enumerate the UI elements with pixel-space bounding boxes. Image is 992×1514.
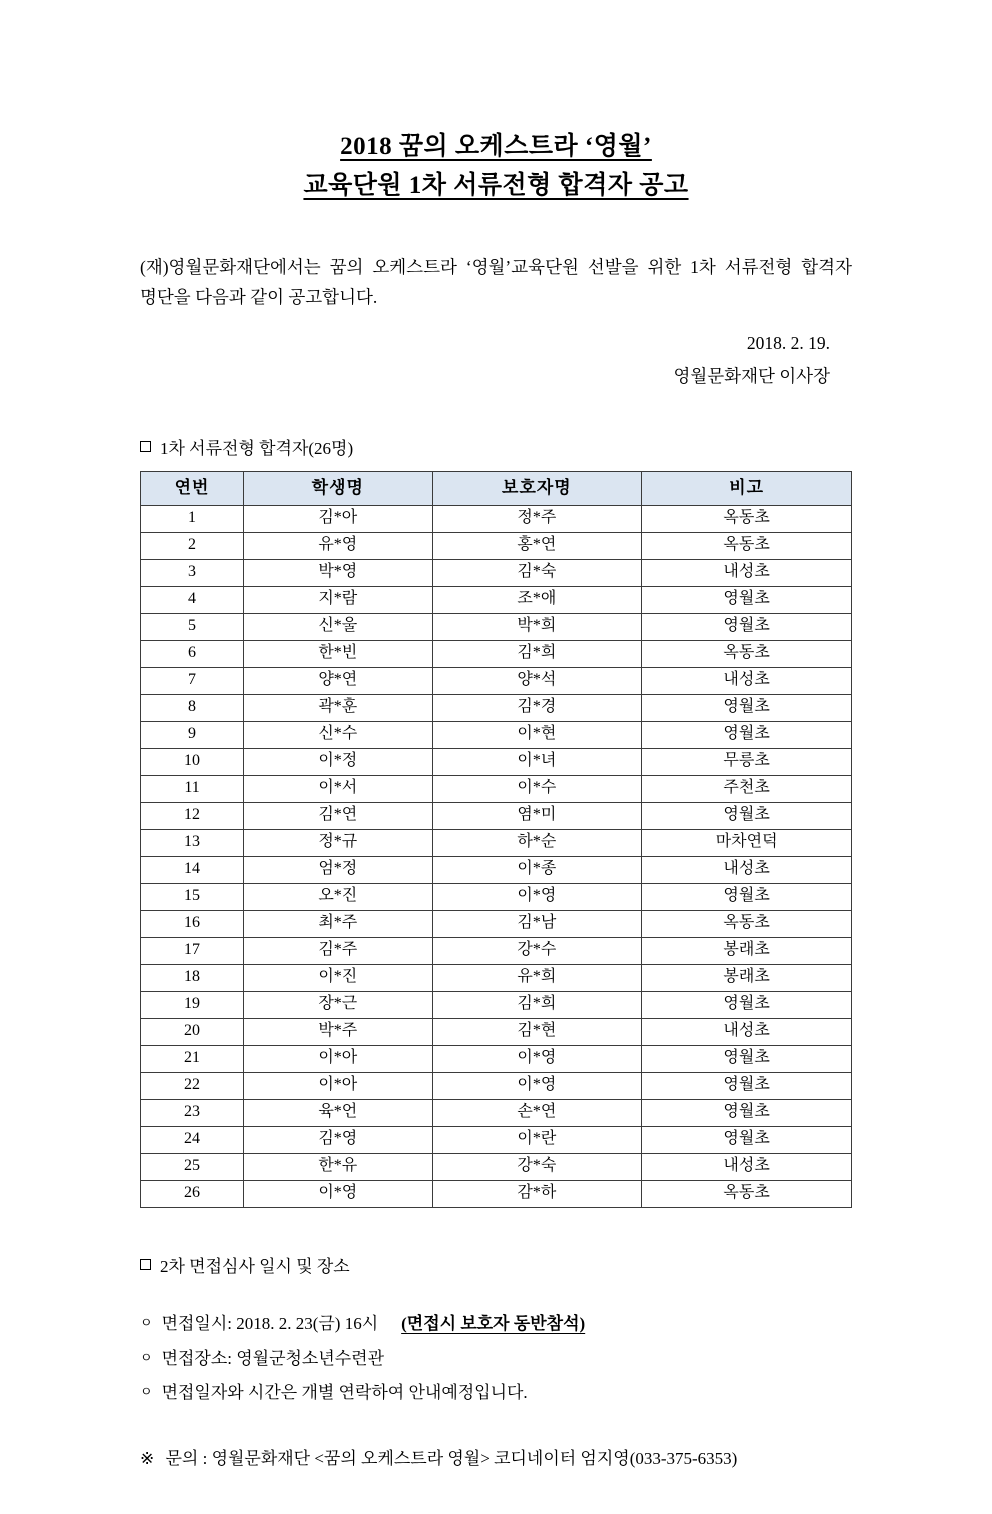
cell-no: 9	[141, 721, 244, 748]
cell-student: 이*정	[244, 748, 432, 775]
cell-no: 6	[141, 640, 244, 667]
document-title	[140, 128, 852, 206]
section-heading-passers-label: 1차 서류전형 합격자(26명)	[160, 438, 354, 458]
cell-note: 영월초	[642, 586, 852, 613]
cell-guardian: 유*희	[432, 964, 642, 991]
cell-note: 영월초	[642, 883, 852, 910]
cell-note: 봉래초	[642, 937, 852, 964]
cell-note: 옥동초	[642, 910, 852, 937]
cell-no: 10	[141, 748, 244, 775]
title-line-2: 교육단원 1차 서류전형 합격자 공고	[303, 171, 689, 199]
cell-note: 영월초	[642, 613, 852, 640]
cell-no: 18	[141, 964, 244, 991]
note-item-notice	[140, 1376, 852, 1411]
table-row	[141, 667, 852, 694]
cell-no: 26	[141, 1180, 244, 1207]
cell-no: 17	[141, 937, 244, 964]
cell-no: 22	[141, 1072, 244, 1099]
table-row	[141, 613, 852, 640]
note-place-text: 면접장소: 영월군청소년수련관	[161, 1348, 385, 1368]
table-row	[141, 1180, 852, 1207]
note-item-place	[140, 1342, 852, 1377]
cell-no: 1	[141, 505, 244, 532]
cell-student: 유*영	[244, 532, 432, 559]
cell-guardian: 하*순	[432, 829, 642, 856]
contact-text: 문의 : 영월문화재단 <꿈의 오케스트라 영월> 코디네이터 엄지영(033-375-6353)	[165, 1449, 738, 1469]
cell-no: 23	[141, 1099, 244, 1126]
table-row	[141, 586, 852, 613]
cell-note: 내성초	[642, 1153, 852, 1180]
cell-guardian: 조*애	[432, 586, 642, 613]
cell-note: 내성초	[642, 1018, 852, 1045]
cell-student: 엄*정	[244, 856, 432, 883]
table-row	[141, 937, 852, 964]
cell-note: 내성초	[642, 856, 852, 883]
column-header-no: 연번	[141, 471, 244, 505]
table-body	[141, 505, 852, 1207]
cell-no: 11	[141, 775, 244, 802]
cell-student: 김*아	[244, 505, 432, 532]
table-row	[141, 532, 852, 559]
cell-student: 육*언	[244, 1099, 432, 1126]
cell-student: 신*울	[244, 613, 432, 640]
cell-no: 8	[141, 694, 244, 721]
table-row	[141, 829, 852, 856]
cell-student: 이*진	[244, 964, 432, 991]
cell-no: 3	[141, 559, 244, 586]
cell-note: 내성초	[642, 559, 852, 586]
cell-guardian: 이*종	[432, 856, 642, 883]
cell-note: 옥동초	[642, 532, 852, 559]
cell-no: 15	[141, 883, 244, 910]
cell-student: 이*아	[244, 1045, 432, 1072]
cell-note: 영월초	[642, 991, 852, 1018]
cell-student: 한*빈	[244, 640, 432, 667]
table-row	[141, 748, 852, 775]
cell-guardian: 김*희	[432, 640, 642, 667]
cell-guardian: 양*석	[432, 667, 642, 694]
table-row	[141, 964, 852, 991]
cell-note: 영월초	[642, 1099, 852, 1126]
table-row	[141, 559, 852, 586]
circle-bullet-icon: ㅇ	[140, 1349, 153, 1365]
cell-guardian: 박*희	[432, 613, 642, 640]
table-row	[141, 1018, 852, 1045]
square-bullet-icon	[140, 441, 151, 452]
table-row	[141, 1126, 852, 1153]
cell-student: 지*람	[244, 586, 432, 613]
cell-student: 정*규	[244, 829, 432, 856]
cell-guardian: 이*영	[432, 1072, 642, 1099]
table-row	[141, 1153, 852, 1180]
cell-student: 오*진	[244, 883, 432, 910]
table-row	[141, 721, 852, 748]
contact-line	[140, 1445, 852, 1474]
cell-student: 신*수	[244, 721, 432, 748]
cell-note: 옥동초	[642, 640, 852, 667]
circle-bullet-icon: ㅇ	[140, 1314, 153, 1330]
note-date-emphasis: (면접시 보호자 동반참석)	[401, 1313, 586, 1333]
cell-no: 21	[141, 1045, 244, 1072]
cell-no: 13	[141, 829, 244, 856]
cell-note: 영월초	[642, 802, 852, 829]
table-row	[141, 883, 852, 910]
passers-table	[140, 471, 852, 1208]
note-date-text: 면접일시: 2018. 2. 23(금) 16시	[161, 1313, 379, 1333]
cell-note: 영월초	[642, 721, 852, 748]
table-row	[141, 1072, 852, 1099]
table-row	[141, 856, 852, 883]
cell-note: 영월초	[642, 694, 852, 721]
cell-student: 박*주	[244, 1018, 432, 1045]
table-row	[141, 991, 852, 1018]
cell-no: 24	[141, 1126, 244, 1153]
reference-mark-icon: ※	[140, 1449, 155, 1469]
cell-guardian: 염*미	[432, 802, 642, 829]
cell-guardian: 이*영	[432, 883, 642, 910]
cell-note: 영월초	[642, 1126, 852, 1153]
section-heading-interview	[140, 1252, 852, 1277]
cell-guardian: 김*남	[432, 910, 642, 937]
cell-no: 20	[141, 1018, 244, 1045]
cell-no: 16	[141, 910, 244, 937]
cell-student: 양*연	[244, 667, 432, 694]
cell-student: 이*아	[244, 1072, 432, 1099]
cell-note: 영월초	[642, 1045, 852, 1072]
title-line-1: 2018 꿈의 오케스트라 ‘영월’	[340, 133, 652, 160]
cell-student: 이*영	[244, 1180, 432, 1207]
cell-note: 주천초	[642, 775, 852, 802]
column-header-note: 비고	[642, 471, 852, 505]
cell-note: 옥동초	[642, 1180, 852, 1207]
cell-student: 박*영	[244, 559, 432, 586]
issuer-name: 영월문화재단 이사장	[673, 365, 830, 386]
cell-note: 무릉초	[642, 748, 852, 775]
table-row	[141, 694, 852, 721]
table-row	[141, 505, 852, 532]
cell-no: 7	[141, 667, 244, 694]
cell-guardian: 이*현	[432, 721, 642, 748]
note-item-date	[140, 1307, 852, 1342]
cell-guardian: 이*녀	[432, 748, 642, 775]
cell-student: 이*서	[244, 775, 432, 802]
column-header-guardian: 보호자명	[432, 471, 642, 505]
cell-guardian: 김*현	[432, 1018, 642, 1045]
table-row	[141, 640, 852, 667]
cell-guardian: 김*경	[432, 694, 642, 721]
cell-guardian: 이*란	[432, 1126, 642, 1153]
cell-no: 4	[141, 586, 244, 613]
cell-guardian: 강*수	[432, 937, 642, 964]
circle-bullet-icon: ㅇ	[140, 1384, 153, 1400]
section-heading-interview-label: 2차 면접심사 일시 및 장소	[160, 1256, 350, 1276]
cell-note: 영월초	[642, 1072, 852, 1099]
cell-note: 옥동초	[642, 505, 852, 532]
cell-guardian: 정*주	[432, 505, 642, 532]
table-row	[141, 1045, 852, 1072]
table-row	[141, 775, 852, 802]
table-row	[141, 1099, 852, 1126]
intro-paragraph: (재)영월문화재단에서는 꿈의 오케스트라 ‘영월’교육단원 선발을 위한 1차 서류전형 합격자 명단을 다음과 같이 공고합니다.	[140, 256, 852, 308]
cell-guardian: 김*숙	[432, 559, 642, 586]
cell-student: 김*주	[244, 937, 432, 964]
cell-student: 곽*훈	[244, 694, 432, 721]
cell-guardian: 김*희	[432, 991, 642, 1018]
cell-note: 봉래초	[642, 964, 852, 991]
square-bullet-icon	[140, 1259, 151, 1270]
cell-student: 한*유	[244, 1153, 432, 1180]
table-header-row	[141, 471, 852, 505]
cell-no: 14	[141, 856, 244, 883]
cell-student: 최*주	[244, 910, 432, 937]
table-row	[141, 910, 852, 937]
cell-no: 12	[141, 802, 244, 829]
cell-no: 25	[141, 1153, 244, 1180]
interview-notes	[140, 1307, 852, 1412]
cell-student: 장*근	[244, 991, 432, 1018]
cell-no: 5	[141, 613, 244, 640]
cell-student: 김*영	[244, 1126, 432, 1153]
column-header-student: 학생명	[244, 471, 432, 505]
note-notice-text: 면접일자와 시간은 개별 연락하여 안내예정입니다.	[161, 1383, 528, 1403]
cell-guardian: 이*수	[432, 775, 642, 802]
cell-guardian: 홍*연	[432, 532, 642, 559]
section-heading-passers	[140, 434, 852, 459]
cell-note: 마차연덕	[642, 829, 852, 856]
cell-guardian: 이*영	[432, 1045, 642, 1072]
table-row	[141, 802, 852, 829]
cell-guardian: 감*하	[432, 1180, 642, 1207]
cell-note: 내성초	[642, 667, 852, 694]
cell-guardian: 강*숙	[432, 1153, 642, 1180]
cell-guardian: 손*연	[432, 1099, 642, 1126]
cell-no: 19	[141, 991, 244, 1018]
cell-student: 김*연	[244, 802, 432, 829]
announcement-date: 2018. 2. 19.	[746, 332, 830, 353]
cell-no: 2	[141, 532, 244, 559]
